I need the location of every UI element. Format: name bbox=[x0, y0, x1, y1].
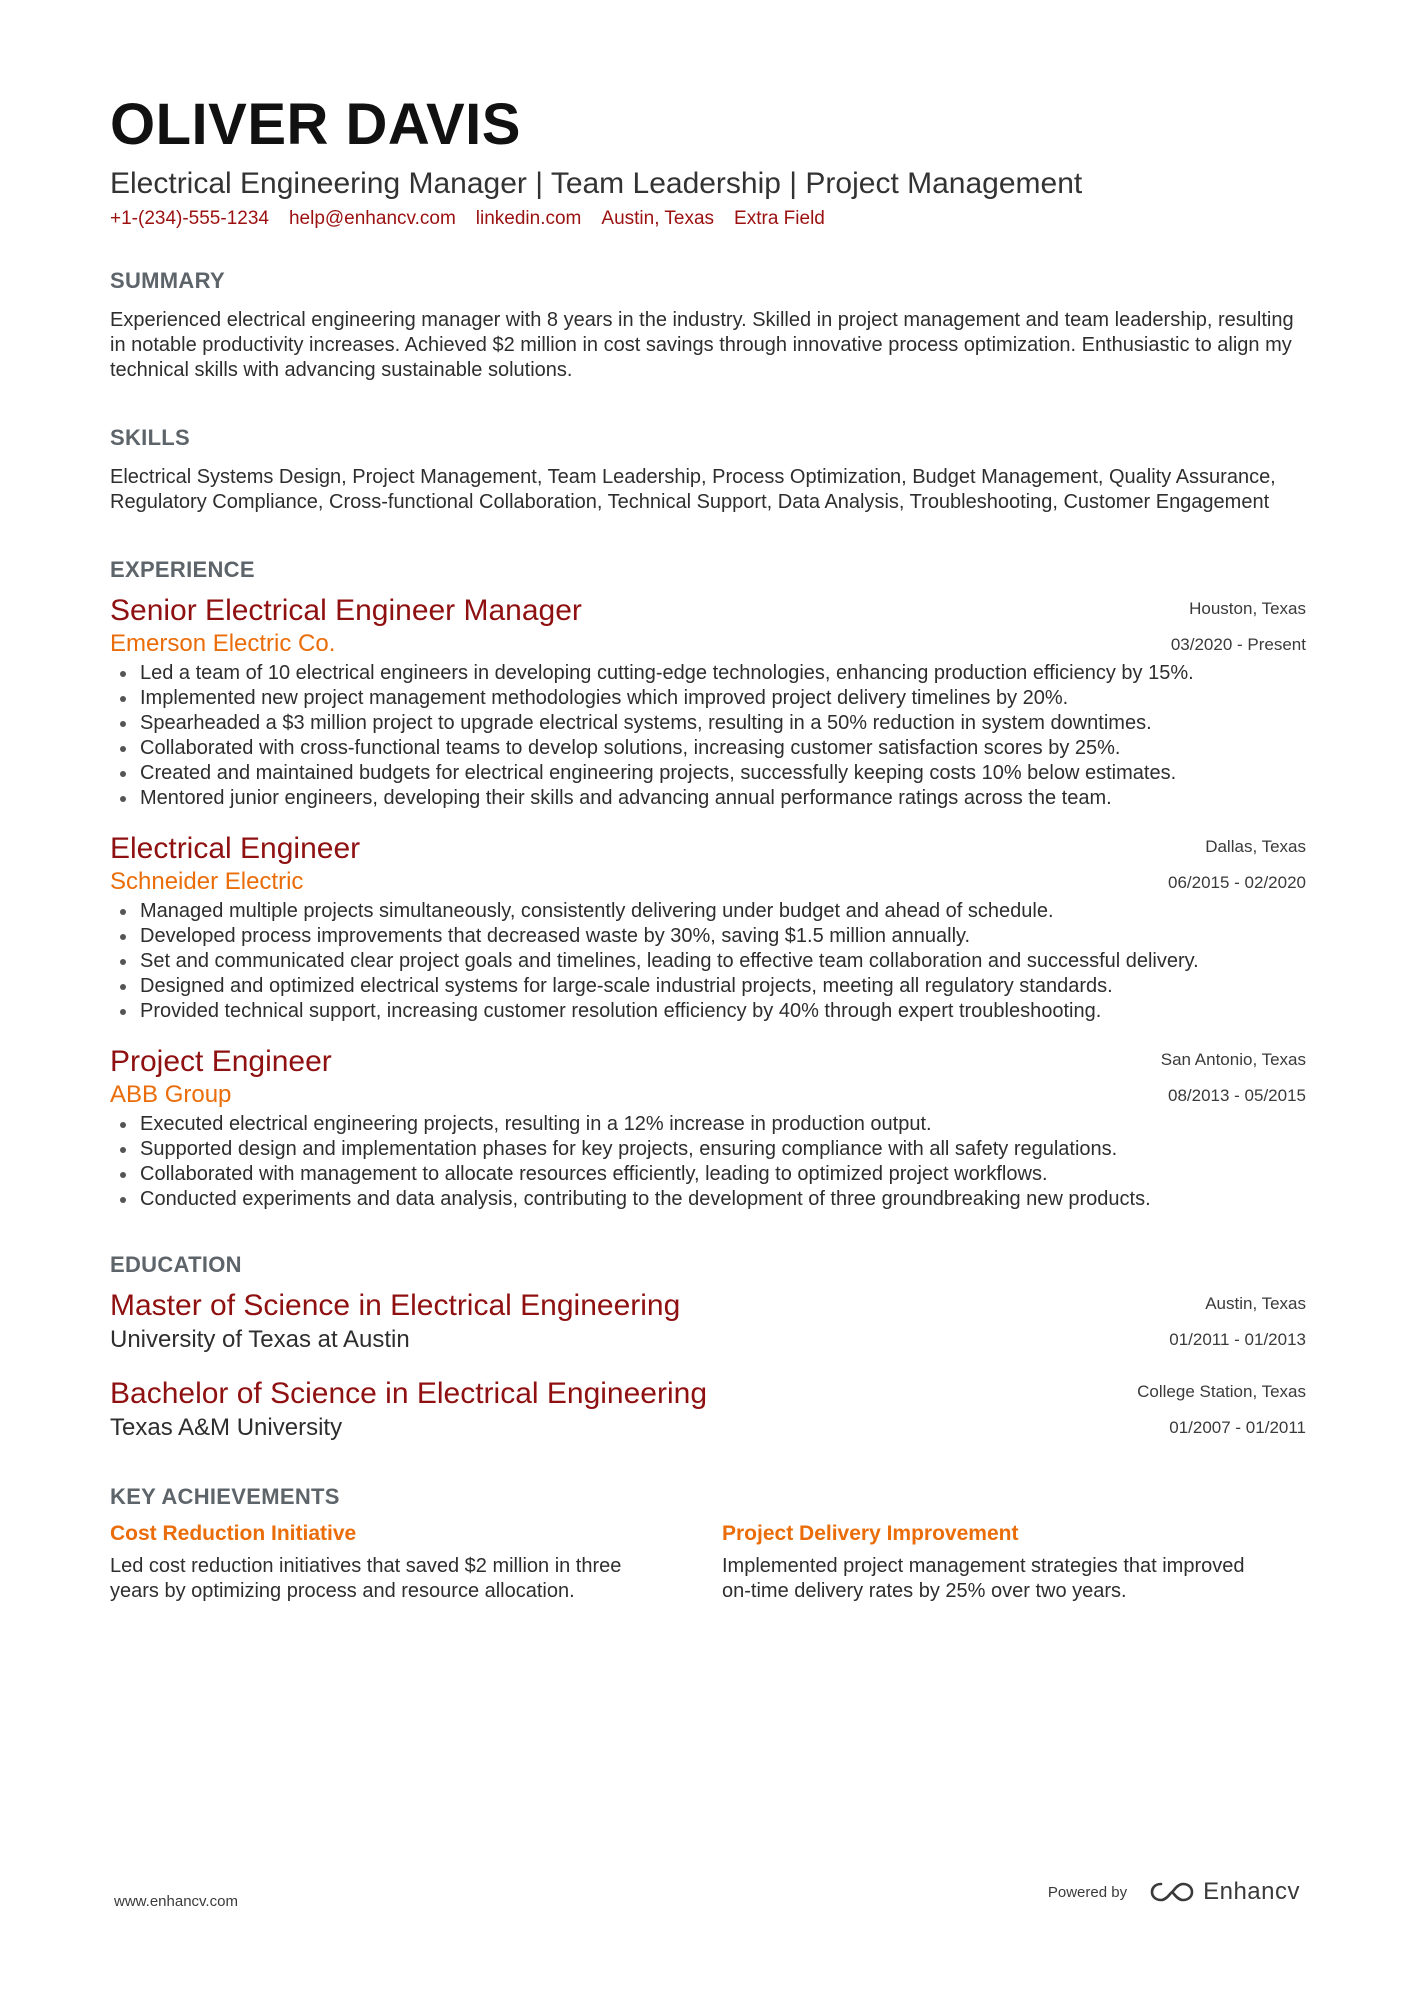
contact-extra: Extra Field bbox=[734, 207, 825, 229]
skills-heading: SKILLS bbox=[110, 424, 191, 450]
job-bullets bbox=[110, 661, 1306, 811]
job-bullets bbox=[110, 1112, 1306, 1212]
achievement-title: Cost Reduction Initiative bbox=[110, 1521, 357, 1545]
job-role: Senior Electrical Engineer Manager bbox=[110, 593, 582, 627]
achievement-title: Project Delivery Improvement bbox=[722, 1521, 1019, 1545]
footer-website[interactable]: www.enhancv.com bbox=[114, 1893, 238, 1910]
job-dates: 06/2015 - 02/2020 bbox=[1167, 872, 1306, 892]
job-entry bbox=[110, 593, 1306, 811]
job-bullet: • Collaborated with cross-functional teams to develop solutions, increasing customer satisfaction scores by 25%. bbox=[138, 736, 1306, 761]
candidate-title: Electrical Engineering Manager | Team Leadership | Project Management bbox=[110, 166, 1083, 200]
job-bullet: • Developed process improvements that decreased waste by 30%, saving $1.5 million annually. bbox=[138, 924, 1306, 949]
job-location: San Antonio, Texas bbox=[1160, 1049, 1306, 1069]
summary-text: Experienced electrical engineering manager with 8 years in the industry. Skilled in project management and team leadership, resulting in notable productivity increases. Achieved $2 million in cost savings through innovative process optimization. Enthusiastic to align my technical skills with advancing sustainable solutions. bbox=[110, 308, 1294, 381]
contact-linkedin[interactable]: linkedin.com bbox=[475, 207, 582, 229]
job-bullet: • Managed multiple projects simultaneously, consistently delivering under budget and ahead of schedule. bbox=[138, 899, 1306, 924]
job-company: Emerson Electric Co. bbox=[110, 629, 336, 657]
job-bullet: • Conducted experiments and data analysis, contributing to the development of three groundbreaking new products. bbox=[138, 1187, 1306, 1212]
contact-email[interactable]: help@enhancv.com bbox=[288, 207, 456, 229]
job-bullet: • Created and maintained budgets for electrical engineering projects, successfully keeping costs 10% below estimates. bbox=[138, 761, 1306, 786]
achievement-text: Implemented project management strategies that improved on-time delivery rates by 25% over two years. bbox=[722, 1554, 1245, 1602]
education-dates: 01/2007 - 01/2011 bbox=[1169, 1417, 1306, 1437]
job-entry bbox=[110, 1044, 1306, 1212]
achievements-heading: KEY ACHIEVEMENTS bbox=[110, 1483, 340, 1509]
job-bullet: • Implemented new project management methodologies which improved project delivery timelines by 20%. bbox=[138, 686, 1306, 711]
experience-heading: EXPERIENCE bbox=[110, 556, 255, 582]
achievement-text: Led cost reduction initiatives that saved $2 million in three years by optimizing process and resource allocation. bbox=[110, 1554, 622, 1602]
education-entry bbox=[110, 1288, 1306, 1356]
candidate-name: OLIVER DAVIS bbox=[110, 92, 521, 157]
job-role: Project Engineer bbox=[110, 1044, 332, 1078]
summary-heading: SUMMARY bbox=[110, 267, 225, 293]
education-location: College Station, Texas bbox=[1137, 1381, 1306, 1401]
job-bullet: • Designed and optimized electrical systems for large-scale industrial projects, meeting all regulatory standards. bbox=[138, 974, 1306, 999]
job-dates: 03/2020 - Present bbox=[1170, 634, 1306, 654]
job-dates: 08/2013 - 05/2015 bbox=[1167, 1085, 1306, 1105]
education-entry bbox=[110, 1376, 1306, 1444]
job-bullet: • Mentored junior engineers, developing their skills and advancing annual performance ratings across the team. bbox=[138, 786, 1306, 811]
job-location: Dallas, Texas bbox=[1205, 836, 1306, 856]
contact-bar bbox=[110, 208, 1306, 230]
achievement-item bbox=[110, 1522, 722, 1604]
achievement-item bbox=[722, 1522, 1306, 1604]
job-bullet: • Spearheaded a $3 million project to upgrade electrical systems, resulting in a 50% reduction in system downtimes. bbox=[138, 711, 1306, 736]
job-company: Schneider Electric bbox=[110, 867, 304, 895]
job-bullet: • Supported design and implementation phases for key projects, ensuring compliance with all safety regulations. bbox=[138, 1137, 1306, 1162]
contact-location: Austin, Texas bbox=[601, 207, 715, 229]
footer-branding bbox=[1048, 1878, 1300, 1906]
education-degree: Master of Science in Electrical Engineering bbox=[110, 1288, 681, 1322]
education-school: Texas A&M University bbox=[110, 1413, 343, 1441]
powered-by-label: Powered by bbox=[1047, 1883, 1128, 1901]
brand-name: Enhancv bbox=[1203, 1878, 1300, 1905]
job-header bbox=[110, 831, 1306, 895]
job-bullets bbox=[110, 899, 1306, 1024]
education-school: University of Texas at Austin bbox=[110, 1325, 410, 1353]
enhancv-infinity-icon bbox=[1149, 1880, 1195, 1904]
job-company: ABB Group bbox=[110, 1080, 232, 1108]
education-degree: Bachelor of Science in Electrical Engineering bbox=[110, 1376, 707, 1410]
education-heading: EDUCATION bbox=[110, 1251, 242, 1277]
job-location: Houston, Texas bbox=[1189, 598, 1306, 618]
job-header bbox=[110, 593, 1306, 657]
job-bullet: • Executed electrical engineering projects, resulting in a 12% increase in production output. bbox=[138, 1112, 1306, 1137]
education-location: Austin, Texas bbox=[1205, 1293, 1306, 1313]
job-bullet: • Provided technical support, increasing customer resolution efficiency by 40% through expert troubleshooting. bbox=[138, 999, 1306, 1024]
resume-page bbox=[110, 92, 1306, 1604]
brand-logo[interactable] bbox=[1149, 1878, 1300, 1906]
job-bullet: • Set and communicated clear project goals and timelines, leading to effective team collaboration and successful delivery. bbox=[138, 949, 1306, 974]
job-role: Electrical Engineer bbox=[110, 831, 361, 865]
job-bullet: • Led a team of 10 electrical engineers in developing cutting-edge technologies, enhancing production efficiency by 15%. bbox=[138, 661, 1306, 686]
contact-phone[interactable]: +1-(234)-555-1234 bbox=[110, 207, 269, 229]
job-entry bbox=[110, 831, 1306, 1024]
achievements-grid bbox=[110, 1522, 1306, 1604]
skills-text: Electrical Systems Design, Project Management, Team Leadership, Process Optimization, Budget Management, Quality Assurance, Regulatory Compliance, Cross-functional Collaboration, Technical Support, Data Analysis, Troubleshooting, Customer Engagement bbox=[110, 465, 1276, 513]
job-bullet: • Collaborated with management to allocate resources efficiently, leading to optimized project workflows. bbox=[138, 1162, 1306, 1187]
job-header bbox=[110, 1044, 1306, 1108]
education-dates: 01/2011 - 01/2013 bbox=[1169, 1329, 1306, 1349]
